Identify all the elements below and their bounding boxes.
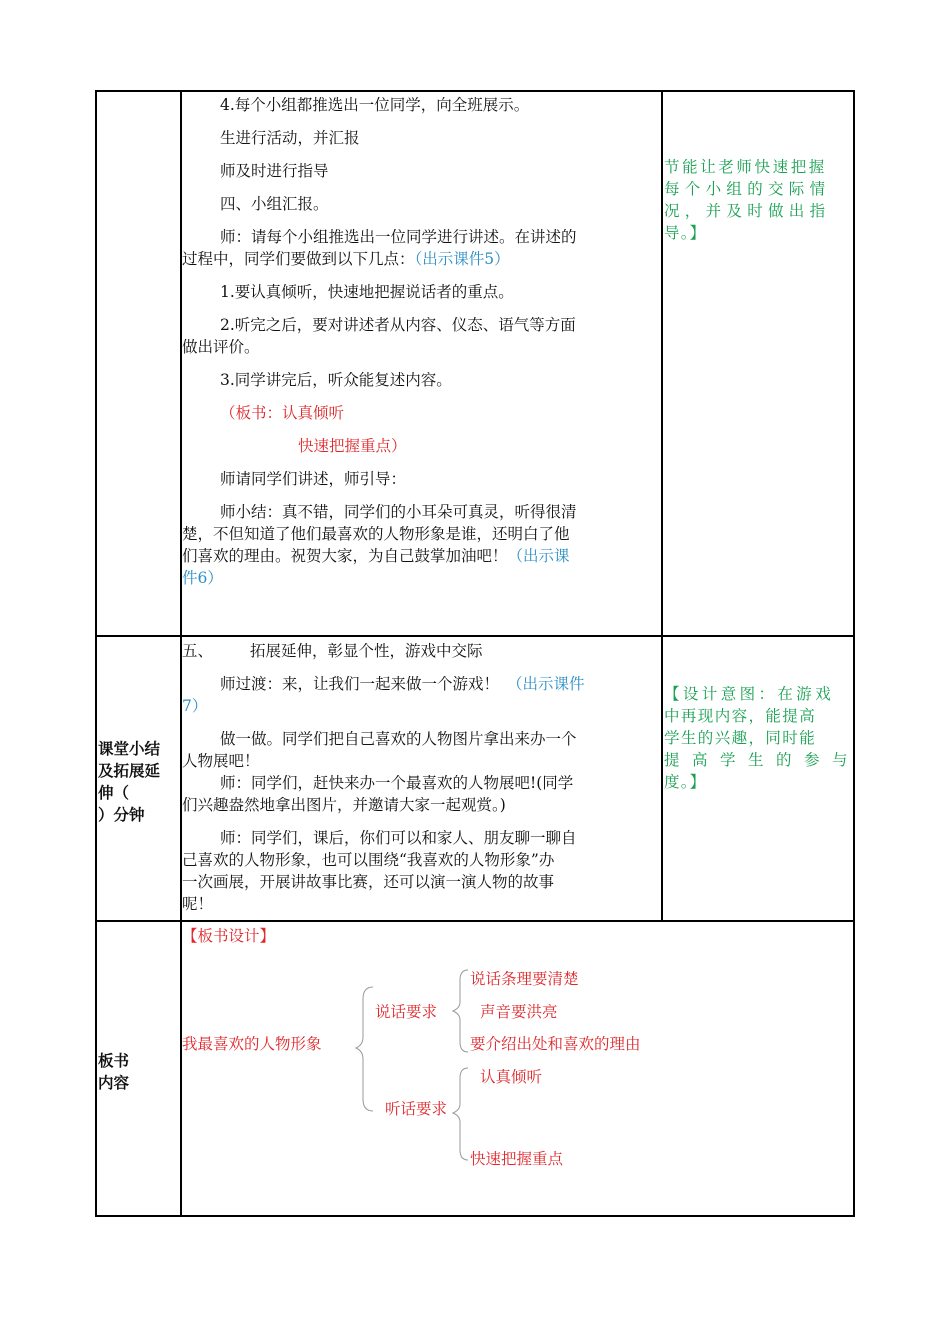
row2-line-2-text: 师过渡：来，让我们一起来做一个游戏！ xyxy=(220,675,500,693)
row2-line-10: 一次画展，开展讲故事比赛，还可以演一演人物的故事 xyxy=(182,873,555,891)
row2-label-line-1: 课堂小结 xyxy=(98,740,161,758)
row2-line-7: 们兴趣盎然地拿出图片，并邀请大家一起观赏。) xyxy=(182,796,506,814)
courseware-7-link-cont: 7） xyxy=(182,697,208,715)
courseware-6-link: （出示课 xyxy=(507,547,570,565)
row1-note-line-4: 导。】 xyxy=(664,224,707,242)
row1-line-14: 师小结：真不错，同学们的小耳朵可真灵，听得很清 xyxy=(220,503,577,521)
table-border-top xyxy=(95,90,855,92)
listening-item-1: 认真倾听 xyxy=(480,1068,543,1086)
row1-line-8: 2.听完之后，要对讲述者从内容、仪态、语气等方面 xyxy=(220,316,576,334)
courseware-5-link: （出示课件5） xyxy=(414,250,510,268)
row1-line-3: 师及时进行指导 xyxy=(220,162,329,180)
speaking-item-2: 声音要洪亮 xyxy=(480,1003,558,1021)
table-border-right xyxy=(853,90,855,1217)
section-five-title: 拓展延伸，彰显个性，游戏中交际 xyxy=(250,642,483,660)
row2-line-9: 己喜欢的人物形象，也可以围绕“我喜欢的人物形象”办 xyxy=(182,851,555,869)
table-border-bottom xyxy=(95,1215,855,1217)
row1-line-9: 做出评价。 xyxy=(182,338,260,356)
row2-label-line-3: 伸（ xyxy=(98,784,130,802)
courseware-7-link: （出示课件 xyxy=(507,675,585,693)
row2-note-line-1: 【设计意图：在游戏 xyxy=(664,685,835,703)
section-five-number: 五、 xyxy=(182,642,214,660)
row2-label-line-4: ）分钟 xyxy=(98,806,145,824)
row3-label-line-2: 内容 xyxy=(98,1074,130,1092)
row2-line-2 xyxy=(220,673,585,695)
row2-note-line-3: 学生的兴趣，同时能 xyxy=(664,729,817,747)
row1-line-5: 师：请每个小组推选出一位同学进行讲述。在讲述的 xyxy=(220,228,577,246)
row3-label-line-1: 板书 xyxy=(98,1052,130,1070)
row1-line-17: 件6） xyxy=(182,569,223,587)
row1-line-7: 1.要认真倾听，快速地把握说话者的重点。 xyxy=(220,283,514,301)
table-border-left xyxy=(95,90,97,1217)
row2-line-4: 做一做。同学们把自己喜欢的人物图片拿出来办一个 xyxy=(220,730,577,748)
row1-line-15: 楚，不但知道了他们最喜欢的人物形象是谁，还明白了他 xyxy=(182,525,570,543)
row1-line-10: 3.同学讲完后，听众能复述内容。 xyxy=(220,371,452,389)
row-divider-2 xyxy=(95,920,855,922)
row2-note-line-2: 中再现内容，能提高 xyxy=(664,707,817,725)
row2-line-6: 师：同学们，赶快来办一个最喜欢的人物展吧!(同学 xyxy=(220,774,574,792)
row2-note-line-5: 度。】 xyxy=(664,773,707,791)
listening-brace xyxy=(450,1066,470,1162)
row2-note-line-4: 提高学生的参与 xyxy=(664,751,861,769)
row2-line-11: 呢！ xyxy=(182,895,214,913)
column-divider-2 xyxy=(661,90,663,922)
row1-line-1: 4.每个小组都推选出一位同学，向全班展示。 xyxy=(220,96,530,114)
branch-listening: 听话要求 xyxy=(385,1100,448,1118)
speaking-brace xyxy=(450,968,470,1054)
row2-line-8: 师：同学们，课后，你们可以和家人、朋友聊一聊自 xyxy=(220,829,577,847)
speaking-item-1: 说话条理要清楚 xyxy=(470,970,579,988)
row1-line-4: 四、小组汇报。 xyxy=(220,195,329,213)
board-root-topic: 我最喜欢的人物形象 xyxy=(182,1035,322,1053)
row2-label-line-2: 及拓展延 xyxy=(98,762,161,780)
branch-speaking: 说话要求 xyxy=(375,1003,438,1021)
board-design-heading: 【板书设计】 xyxy=(182,927,276,945)
main-brace xyxy=(355,985,375,1115)
row1-line-13: 师请同学们讲述，师引导： xyxy=(220,470,407,488)
row-divider-1 xyxy=(95,635,855,637)
row1-line-6-text: 过程中，同学们要做到以下几点： xyxy=(182,250,415,268)
row1-line-6 xyxy=(182,248,510,270)
row1-line-16-text: 们喜欢的理由。祝贺大家，为自己鼓掌加油吧！ xyxy=(182,547,508,565)
board-note-line-1: （板书：认真倾听 xyxy=(220,404,345,422)
row2-line-5: 人物展吧！ xyxy=(182,752,260,770)
row1-line-16 xyxy=(182,545,570,567)
speaking-item-3: 要介绍出处和喜欢的理由 xyxy=(470,1035,641,1053)
row1-note-line-1: 节能让老师快速把握 xyxy=(664,158,827,176)
row1-note-line-3: 况，并及时做出指 xyxy=(664,202,831,220)
row1-line-2: 生进行活动，并汇报 xyxy=(220,129,360,147)
board-note-line-2: 快速把握重点） xyxy=(298,437,407,455)
row1-note-line-2: 每个小组的交际情 xyxy=(664,180,831,198)
listening-item-2: 快速把握重点 xyxy=(470,1150,564,1168)
